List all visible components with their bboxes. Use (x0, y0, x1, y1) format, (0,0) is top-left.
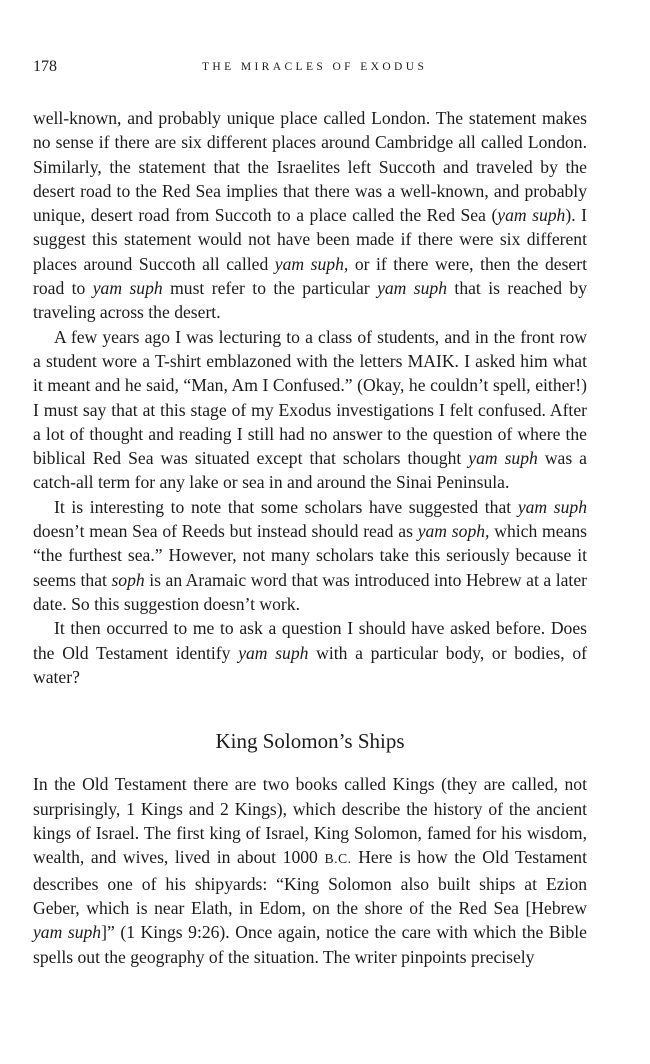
section-heading: King Solomon’s Ships (215, 729, 405, 754)
paragraph: A few years ago I was lecturing to a class of students, and in the front row a student wore a T-shirt emblazoned with the letters MAIK. I asked him what it meant and he said, “Man, Am I Confused.” (Okay, he couldn’t spell, either!) I must say that at this stage of my Exodus investigations I felt confused. After a lot of thought and reading I still had no answer to the question of where the biblical Red Sea was situated except that scholars thought yam suph was a catch-all term for any lake or sea in and around the Sinai Peninsula. (33, 326, 587, 493)
paragraph: well-known, and probably unique place called London. The statement makes no sense if there are six different places around Cambridge all called London. Similarly, the statement that the Israelites left Succoth and traveled by the desert road to the Red Sea implies that there was a well-known, and probably unique, desert road from Succoth to a place called the Red Sea (yam suph). I suggest this statement would not have been made if there were six different places around Succoth all called yam suph, or if there were, then the desert road to yam suph must refer to the particular yam suph that is reached by traveling across the desert. (33, 108, 588, 323)
running-head (33, 58, 587, 82)
book-page (33, 58, 587, 969)
paragraph: It then occurred to me to ask a question I should have asked before. Does the Old Testament identify yam suph with a particular body, or bodies, of water? (33, 618, 587, 687)
book-title: THE MIRACLES OF EXODUS (202, 61, 428, 73)
body-text (33, 106, 587, 969)
page-number: 178 (33, 58, 57, 75)
paragraph: It is interesting to note that some scholars have suggested that yam suph doesn’t mean Sea of Reeds but instead should read as yam soph, which means “the furthest sea.” However, not many scholars take this seriously because it seems that soph is an Aramaic word that was introduced into Hebrew at a later date. So this suggestion doesn’t work. (33, 496, 587, 614)
paragraph: In the Old Testament there are two books called Kings (they are called, not surprisingly, 1 Kings and 2 Kings), which describe the history of the ancient kings of Israel. The first king of Israel, King Solomon, famed for his wisdom, wealth, and wives, lived in about 1000 B.C. Here is how the Old Testament describes one of his shipyards: “King Solomon also built ships at Ezion Geber, which is near Elath, in Edom, on the shore of the Red Sea [Hebrew yam suph]” (1 Kings 9:26). Once again, notice the care with which the Bible spells out the geography of the situation. The writer pinpoints precisely (33, 774, 587, 967)
